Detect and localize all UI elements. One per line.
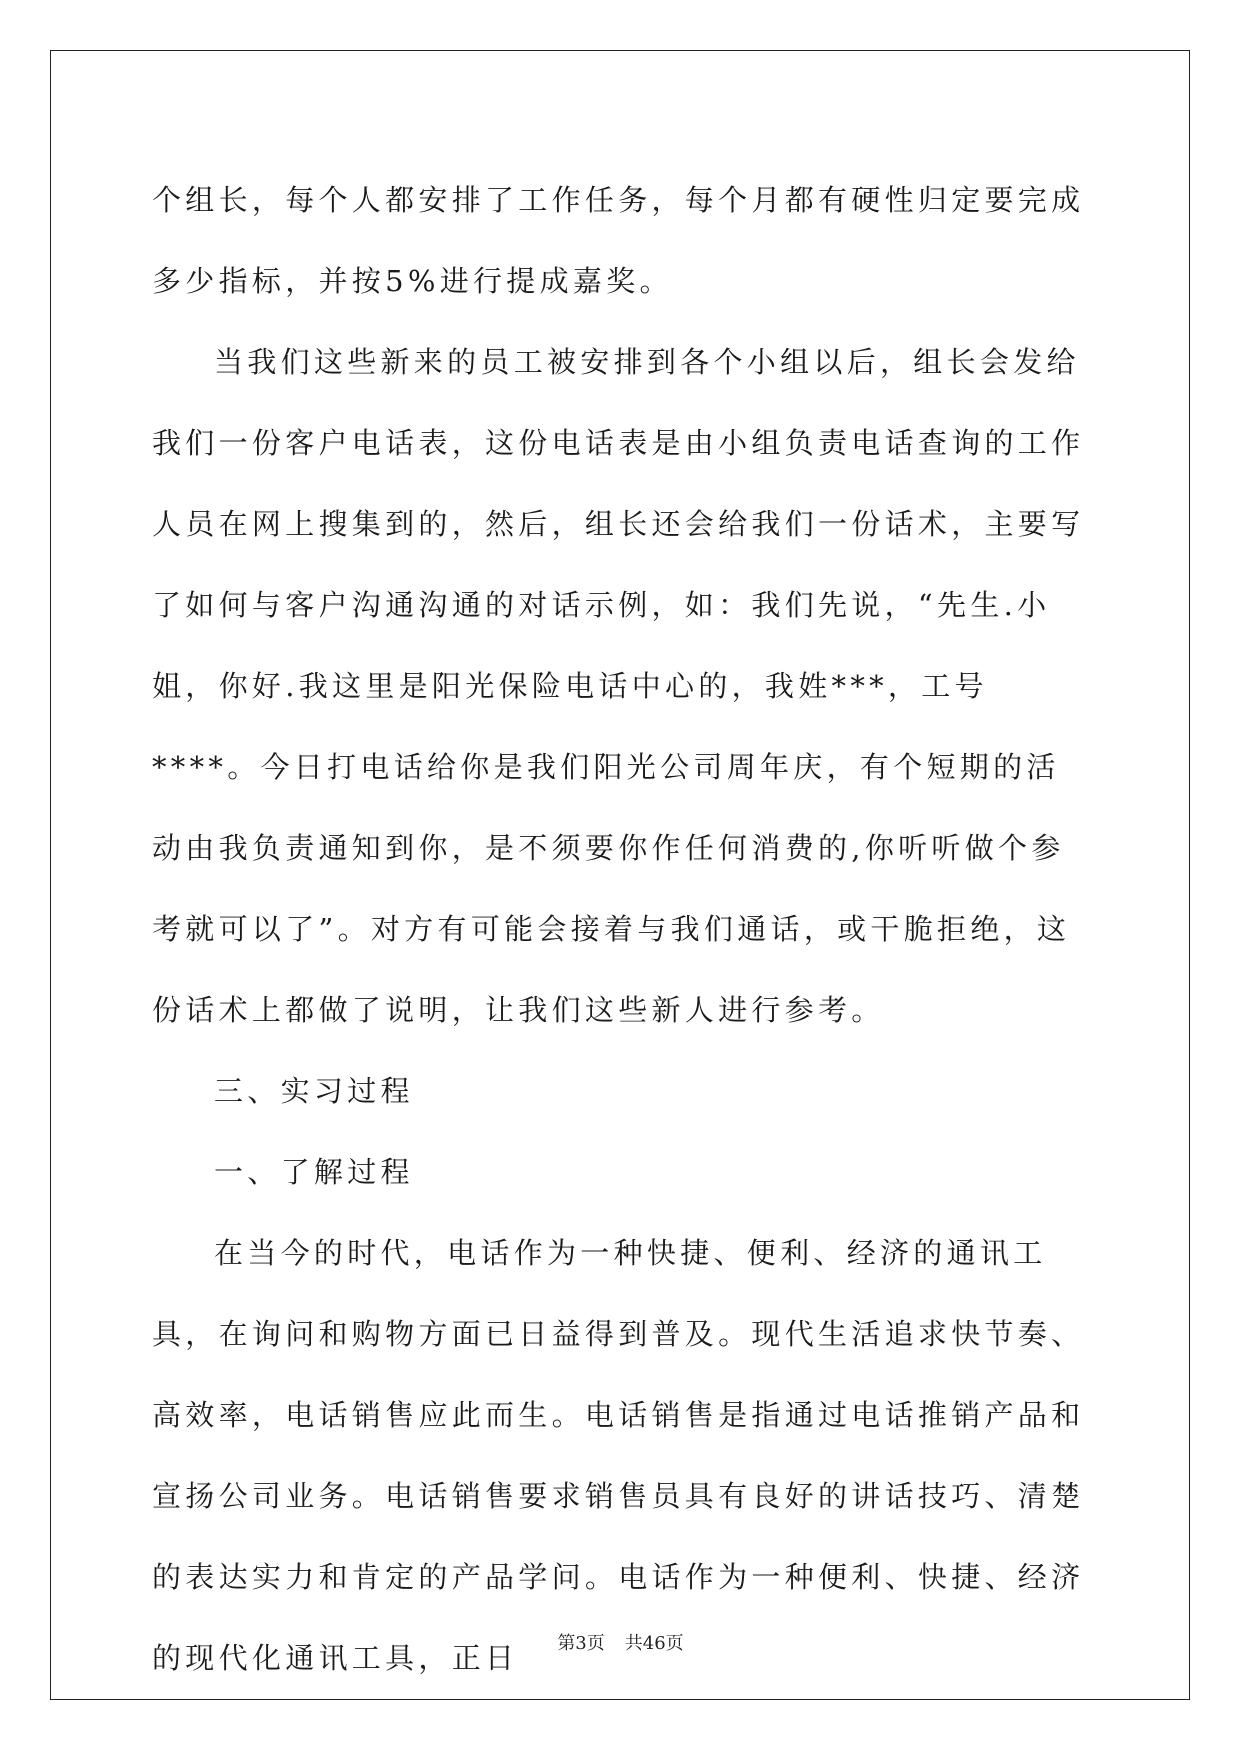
subsection-heading-understanding: 一、了解过程	[214, 1155, 414, 1189]
paragraph-phone-sales: 在当今的时代，电话作为一种快捷、便利、经济的通讯工具，在询问和购物方面已日益得到普及。现代生活追求快节奏、高效率，电话销售应此而生。电话销售是指通过电话推销产品和宣扬公司业务。电话销售要求销售员具有良好的讲话技巧、清楚的表达实力和肯定的产品学问。电话作为一种便利、快捷、经济的现代化通讯工具，正日	[152, 1236, 1085, 1675]
section-heading-internship-process: 三、实习过程	[214, 1074, 414, 1108]
page-number: 第3页	[557, 1633, 605, 1654]
document-body	[152, 160, 1092, 1699]
paragraph-customer-list: 当我们这些新来的员工被安排到各个小组以后，组长会发给我们一份客户电话表，这份电话表是由小组负责电话查询的工作人员在网上搜集到的，然后，组长还会给我们一份话术，主要写了如何与客户沟通沟通的对话示例，如：我们先说，“先生.小姐，你好.我这里是阳光保险电话中心的，我姓***，工号****。今日打电话给你是我们阳光公司周年庆，有个短期的活动由我负责通知到你，是不须要你作任何消费的,你听听做个参考就可以了”。对方有可能会接着与我们通话，或干脆拒绝，这份话术上都做了说明，让我们这些新人进行参考。	[152, 345, 1085, 1027]
page-total: 共46页	[624, 1633, 684, 1654]
paragraph-continued: 个组长，每个人都安排了工作任务，每个月都有硬性归定要完成多少指标，并按5%进行提成嘉奖。	[152, 183, 1085, 298]
page-footer	[0, 1629, 1241, 1655]
